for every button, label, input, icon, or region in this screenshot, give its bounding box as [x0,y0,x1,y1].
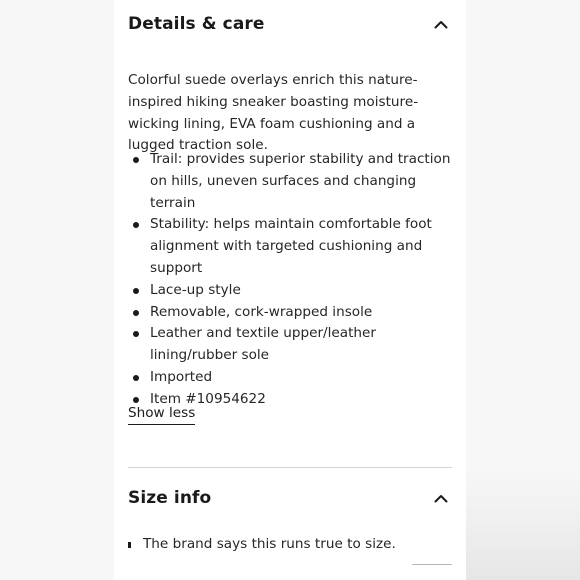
partial-underline [412,564,452,565]
bullet-icon [133,222,139,228]
size-info-title: Size info [128,488,212,508]
right-margin [466,0,580,580]
chevron-up-icon[interactable] [430,13,452,35]
item-number: Item #10954622 [150,390,266,407]
feature-text: Trail: provides superior stability and traction on hills, uneven surfaces and changing terrain [150,151,451,211]
feature-text: Leather and textile upper/leather lining/rubber sole [150,325,376,364]
product-description: Colorful suede overlays enrich this nature-inspired hiking sneaker boasting moisture-wicking lining, EVA foam cushioning and a lugged traction sole. [128,72,419,154]
details-panel [114,0,466,580]
list-item [128,214,452,279]
bullet-icon [133,331,139,337]
bullet-icon [133,375,139,381]
bullet-icon [133,157,139,163]
details-care-header[interactable] [128,9,452,39]
size-info-text: The brand says this runs true to size. [143,536,396,552]
feature-text: Imported [150,368,213,385]
right-margin-shadow [466,470,580,580]
list-item [128,367,452,389]
list-item [128,323,452,367]
feature-list [128,149,452,411]
show-less-link[interactable]: Show less [128,403,195,425]
size-info-item [128,534,452,556]
size-info-header[interactable] [128,483,452,513]
bullet-icon [133,397,139,403]
list-item [128,280,452,302]
feature-text: Stability: helps maintain comfortable foot alignment with targeted cushioning and support [150,216,432,276]
details-care-title: Details & care [128,14,265,34]
list-item [128,302,452,324]
bullet-icon [133,288,139,294]
chevron-up-icon[interactable] [430,487,452,509]
bullet-icon [128,542,131,548]
section-divider [128,467,452,468]
list-item [128,149,452,214]
bullet-icon [133,310,139,316]
left-margin [0,0,114,580]
feature-text: Removable, cork-wrapped insole [150,303,373,320]
feature-text: Lace-up style [150,281,241,298]
